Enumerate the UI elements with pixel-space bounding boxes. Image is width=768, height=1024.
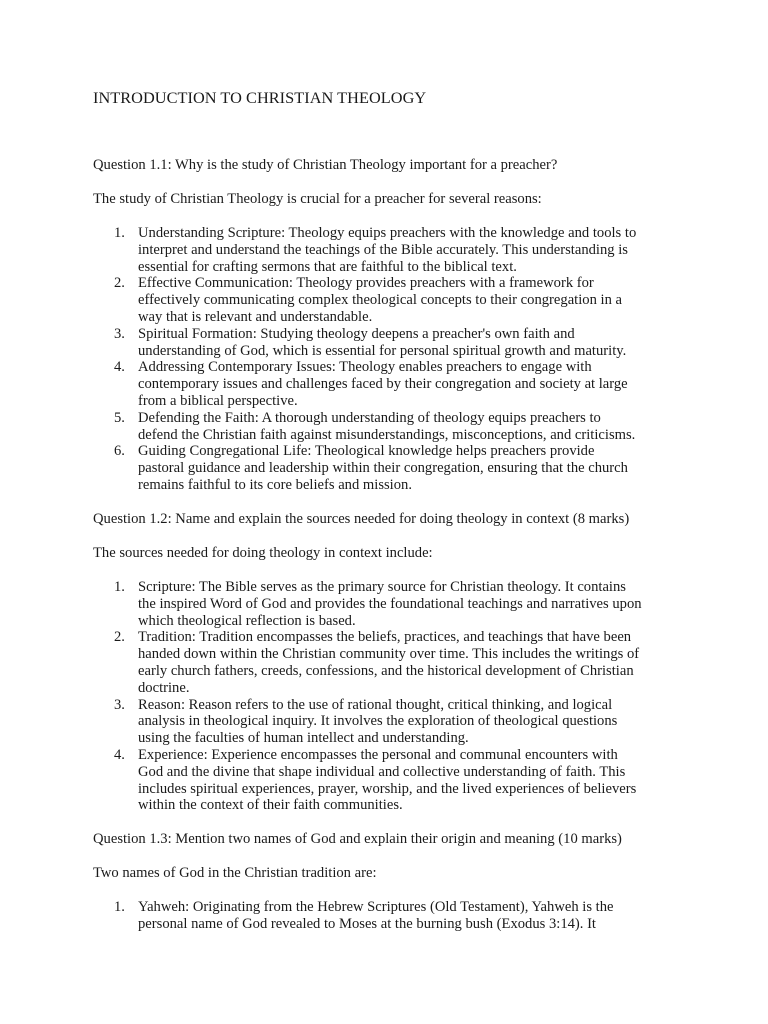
text-line: Tradition: Tradition encompasses the beliefs, practices, and teachings that have been	[138, 629, 632, 646]
page-title: INTRODUCTION TO CHRISTIAN THEOLOGY	[93, 88, 427, 107]
list-number: 5.	[114, 409, 125, 426]
intro-1-2: The sources needed for doing theology in context include:	[93, 545, 433, 561]
text-line: effectively communicating complex theological concepts to their congregation in a	[138, 292, 622, 309]
text-line: Effective Communication: Theology provides preachers with a framework for	[138, 275, 594, 292]
text-line: Reason: Reason refers to the use of rational thought, critical thinking, and logical	[138, 696, 613, 713]
list-item-text	[138, 326, 693, 360]
list-number: 4.	[114, 359, 125, 376]
text-line: Yahweh: Originating from the Hebrew Scriptures (Old Testament), Yahweh is the	[138, 899, 614, 915]
text-line: which theological reflection is based.	[138, 612, 356, 629]
text-line: includes spiritual experiences, prayer, worship, and the lived experiences of believers	[138, 780, 637, 797]
text-line: Addressing Contemporary Issues: Theology enables preachers to engage with	[138, 359, 592, 376]
list-item	[93, 747, 693, 814]
list-1-3	[93, 899, 693, 933]
list-number: 3.	[114, 325, 125, 342]
list-number: 1.	[114, 899, 125, 915]
text-line: using the faculties of human intellect and understanding.	[138, 730, 469, 747]
list-item-text	[138, 579, 693, 629]
list-1-1	[93, 225, 693, 494]
list-item-text	[138, 359, 693, 409]
text-line: contemporary issues and challenges faced by their congregation and society at large	[138, 376, 628, 393]
question-1-3: Question 1.3: Mention two names of God and explain their origin and meaning (10 marks)	[93, 831, 622, 847]
text-line: defend the Christian faith against misunderstandings, misconceptions, and criticisms.	[138, 426, 636, 443]
list-item-text	[138, 275, 693, 325]
list-item	[93, 579, 693, 629]
list-item	[93, 359, 693, 409]
text-line: early church fathers, creeds, confessions, and the historical development of Christian	[138, 662, 634, 679]
text-line: from a biblical perspective.	[138, 392, 298, 409]
list-item-text	[138, 697, 693, 747]
text-line: Experience: Experience encompasses the personal and communal encounters with	[138, 746, 618, 763]
text-line: understanding of God, which is essential for personal spiritual growth and maturity.	[138, 342, 627, 359]
text-line: Understanding Scripture: Theology equips preachers with the knowledge and tools to	[138, 225, 637, 241]
text-line: personal name of God revealed to Moses at the burning bush (Exodus 3:14). It	[138, 915, 596, 932]
list-item	[93, 410, 693, 444]
text-line: Guiding Congregational Life: Theological knowledge helps preachers provide	[138, 443, 595, 460]
intro-1-1: The study of Christian Theology is crucial for a preacher for several reasons:	[93, 191, 542, 207]
text-line: Defending the Faith: A thorough understanding of theology equips preachers to	[138, 409, 601, 426]
text-line: analysis in theological inquiry. It involves the exploration of theological questions	[138, 713, 618, 730]
list-item	[93, 225, 693, 275]
intro-1-3: Two names of God in the Christian tradition are:	[93, 865, 377, 881]
list-item	[93, 326, 693, 360]
text-line: interpret and understand the teachings of the Bible accurately. This understanding is	[138, 241, 628, 258]
text-line: the inspired Word of God and provides the foundational teachings and narratives upon	[138, 595, 642, 612]
text-line: Spiritual Formation: Studying theology deepens a preacher's own faith and	[138, 325, 575, 342]
list-number: 3.	[114, 696, 125, 713]
list-item	[93, 629, 693, 696]
list-item-text	[138, 899, 693, 933]
list-number: 6.	[114, 443, 125, 460]
text-line: remains faithful to its core beliefs and mission.	[138, 476, 412, 493]
question-1-1: Question 1.1: Why is the study of Christian Theology important for a preacher?	[93, 157, 558, 173]
text-line: Scripture: The Bible serves as the primary source for Christian theology. It contains	[138, 579, 626, 595]
list-item	[93, 275, 693, 325]
text-line: handed down within the Christian community over time. This includes the writings of	[138, 646, 640, 663]
list-number: 1.	[114, 225, 125, 241]
list-number: 2.	[114, 629, 125, 646]
list-number: 2.	[114, 275, 125, 292]
list-item-text	[138, 747, 693, 814]
list-item-text	[138, 225, 693, 275]
text-line: way that is relevant and understandable.	[138, 308, 373, 325]
list-1-2	[93, 579, 693, 814]
list-item	[93, 443, 693, 493]
list-item	[93, 697, 693, 747]
list-item-text	[138, 410, 693, 444]
list-item-text	[138, 443, 693, 493]
list-number: 1.	[114, 579, 125, 595]
text-line: within the context of their faith communities.	[138, 797, 403, 814]
text-line: pastoral guidance and leadership within their congregation, ensuring that the church	[138, 460, 628, 477]
list-item	[93, 899, 693, 933]
question-1-2: Question 1.2: Name and explain the sources needed for doing theology in context (8 marks)	[93, 511, 630, 527]
list-number: 4.	[114, 746, 125, 763]
text-line: essential for crafting sermons that are faithful to the biblical text.	[138, 258, 517, 275]
text-line: doctrine.	[138, 679, 190, 696]
text-line: God and the divine that shape individual and collective understanding of faith. This	[138, 763, 626, 780]
list-item-text	[138, 629, 693, 696]
